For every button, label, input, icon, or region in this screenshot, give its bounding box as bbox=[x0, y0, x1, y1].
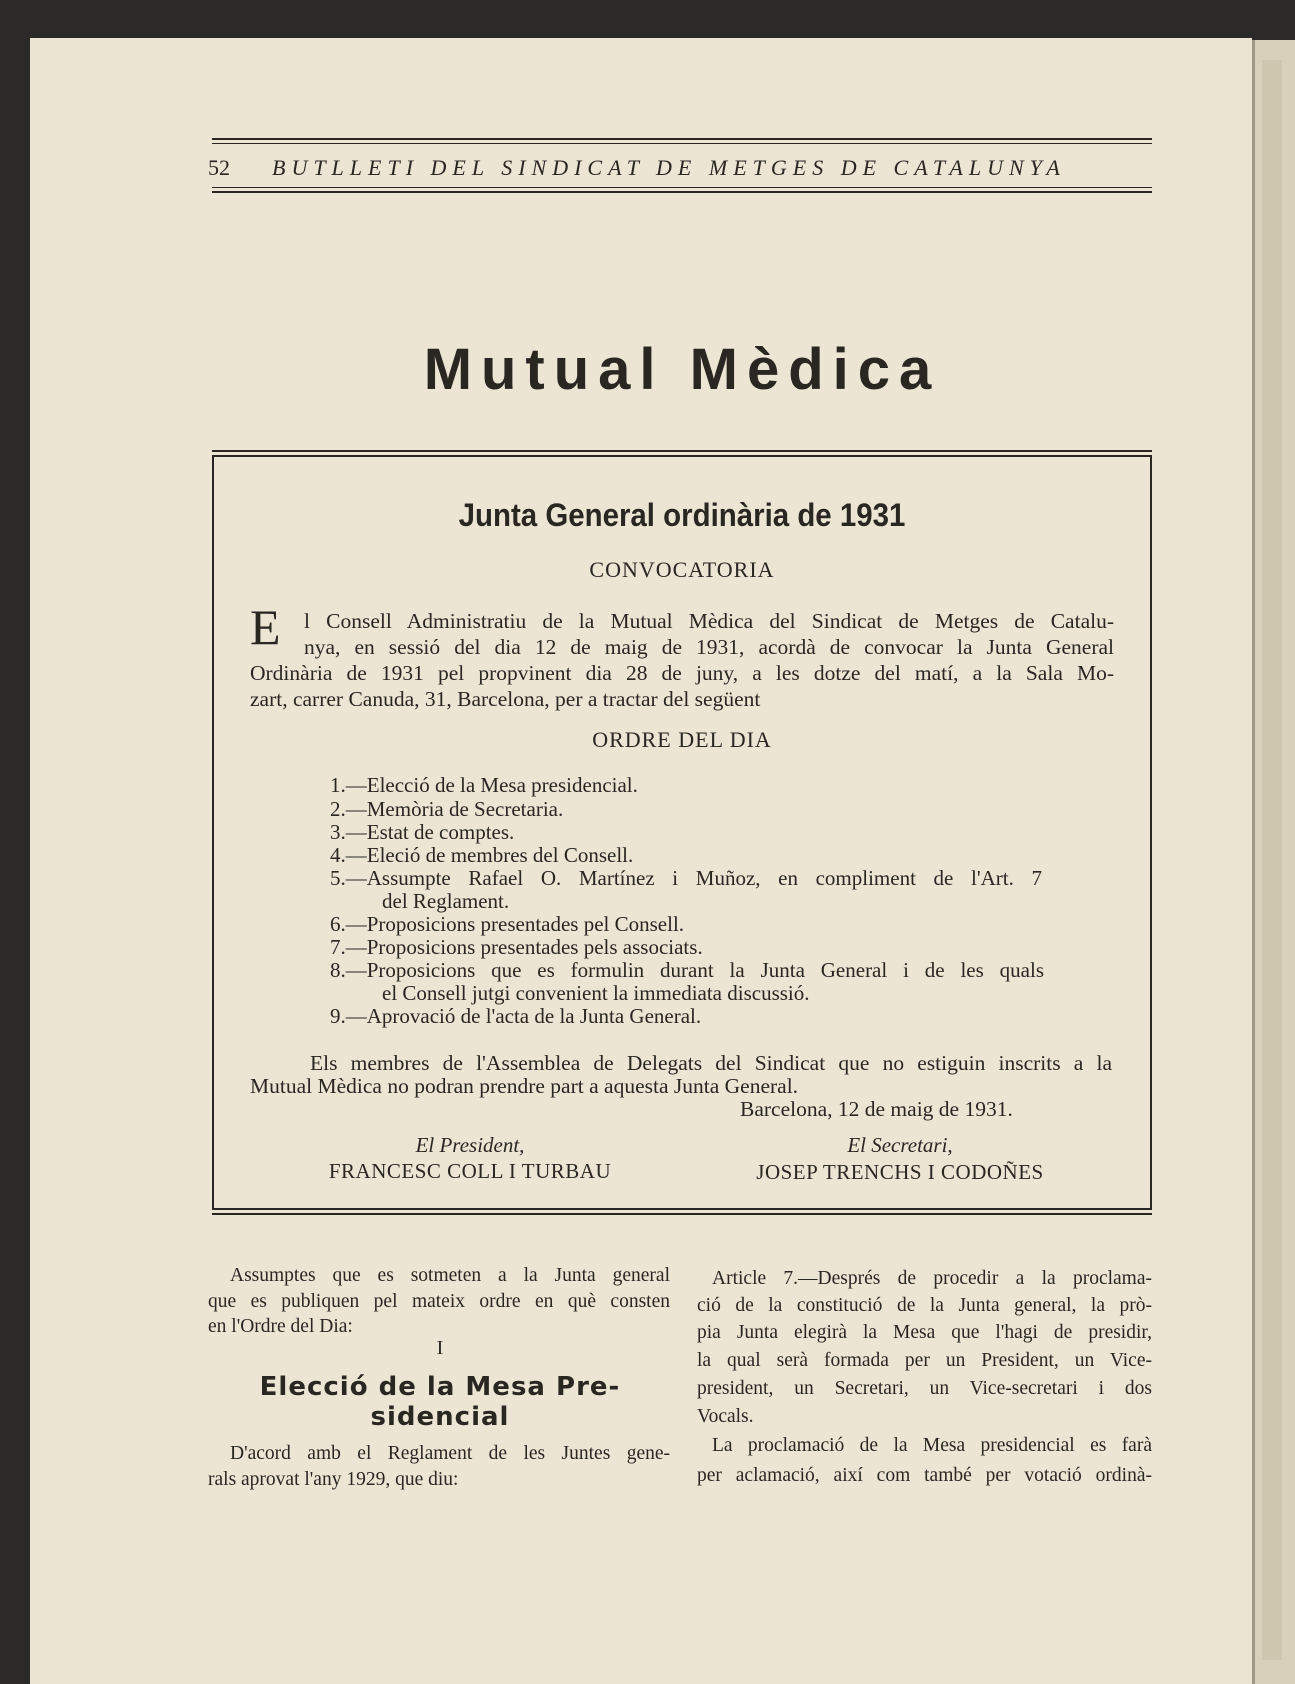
agenda-heading: ORDRE DEL DIA bbox=[592, 727, 772, 752]
right-line: per aclamació, així com també per votació ordinà- bbox=[697, 1465, 1152, 1486]
right-line: ció de la constitució de la Junta general, la prò- bbox=[697, 1295, 1152, 1316]
agenda-item: 6.—Proposicions presentades pel Consell. bbox=[330, 912, 685, 936]
closing-line: Els membres de l'Assemblea de Delegats del Sindicat que no estiguin inscrits a la bbox=[310, 1051, 1112, 1075]
notice-title: Junta General ordinària de 1931 bbox=[458, 497, 906, 533]
agenda-item-continuation: del Reglament. bbox=[382, 889, 510, 913]
header-rule-top-thin bbox=[212, 143, 1152, 144]
president-name: FRANCESC COLL I TURBAU bbox=[328, 1159, 612, 1183]
left-body-line: D'acord amb el Reglament de les Juntes gene- bbox=[230, 1443, 670, 1464]
right-line: La proclamació de la Mesa presidencial es farà bbox=[712, 1435, 1152, 1456]
header-rule-bottom bbox=[212, 191, 1152, 193]
header-rule-bottom-thin bbox=[212, 187, 1152, 188]
right-line: pia Junta elegirà la Mesa que l'hagi de presidir, bbox=[697, 1322, 1152, 1343]
agenda-item: 5.—Assumpte Rafael O. Martínez i Muñoz, en compliment de l'Art. 7 bbox=[330, 866, 1042, 890]
agenda-item: 3.—Estat de comptes. bbox=[330, 820, 515, 844]
closing-line: Mutual Mèdica no podran prendre part a aquesta Junta General. bbox=[250, 1074, 799, 1098]
agenda-item: 1.—Elecció de la Mesa presidencial. bbox=[330, 773, 638, 797]
intro-line: nya, en sessió del dia 12 de maig de 1931, acordà de convocar la Junta General bbox=[304, 635, 1114, 659]
agenda-item: 8.—Proposicions que es formulin durant la Junta General i de les quals bbox=[330, 958, 1044, 982]
section-title: Elecció de la Mesa Pre- bbox=[259, 1372, 621, 1402]
agenda-item-continuation: el Consell jutgi convenient la immediata discussió. bbox=[382, 981, 810, 1005]
page-number: 52 bbox=[208, 155, 230, 180]
section-title: sidencial bbox=[370, 1402, 510, 1432]
frame-rule-bottom bbox=[212, 1213, 1152, 1215]
right-line: Article 7.—Després de procedir a la proclama- bbox=[712, 1268, 1152, 1289]
agenda-item: 4.—Eleció de membres del Consell. bbox=[330, 843, 634, 867]
section-number: I bbox=[436, 1337, 444, 1359]
secretary-role: El Secretari, bbox=[847, 1133, 953, 1157]
right-line: president, un Secretari, un Vice-secretari i dos bbox=[697, 1378, 1152, 1399]
place-date: Barcelona, 12 de maig de 1931. bbox=[740, 1097, 1013, 1121]
journal-title: BUTLLETI DEL SINDICAT DE METGES DE CATALUNYA bbox=[272, 155, 1066, 180]
main-title: Mutual Mèdica bbox=[423, 337, 941, 402]
left-intro-line: Assumptes que es sotmeten a la Junta general bbox=[230, 1265, 670, 1286]
page-edge-inner bbox=[1262, 60, 1282, 1660]
intro-line: Ordinària de 1931 pel propvinent dia 28 de juny, a les dotze del matí, a la Sala Mo- bbox=[250, 661, 1114, 685]
intro-line: zart, carrer Canuda, 31, Barcelona, per a tractar del següent bbox=[250, 687, 761, 711]
secretary-name: JOSEP TRENCHS I CODOÑES bbox=[756, 1160, 1044, 1184]
agenda-item: 7.—Proposicions presentades pels associats. bbox=[330, 935, 703, 959]
header-rule-top bbox=[212, 138, 1152, 140]
intro-line: l Consell Administratiu de la Mutual Mèdica del Sindicat de Metges de Catalu- bbox=[304, 609, 1114, 633]
frame-rule-top bbox=[212, 450, 1152, 452]
notice-subtitle: CONVOCATORIA bbox=[589, 557, 775, 582]
left-body-line: rals aprovat l'any 1929, que diu: bbox=[208, 1469, 459, 1490]
left-intro-line: en l'Ordre del Dia: bbox=[208, 1316, 353, 1337]
agenda-item: 2.—Memòria de Secretaria. bbox=[330, 797, 564, 821]
agenda-item: 9.—Aprovació de l'acta de la Junta General. bbox=[330, 1004, 702, 1028]
president-role: El President, bbox=[415, 1133, 525, 1157]
drop-cap: E bbox=[250, 599, 281, 655]
right-line: Vocals. bbox=[697, 1406, 754, 1427]
right-line: la qual serà formada per un President, un Vice- bbox=[697, 1350, 1152, 1371]
left-intro-line: que es publiquen pel mateix ordre en què consten bbox=[208, 1291, 670, 1312]
